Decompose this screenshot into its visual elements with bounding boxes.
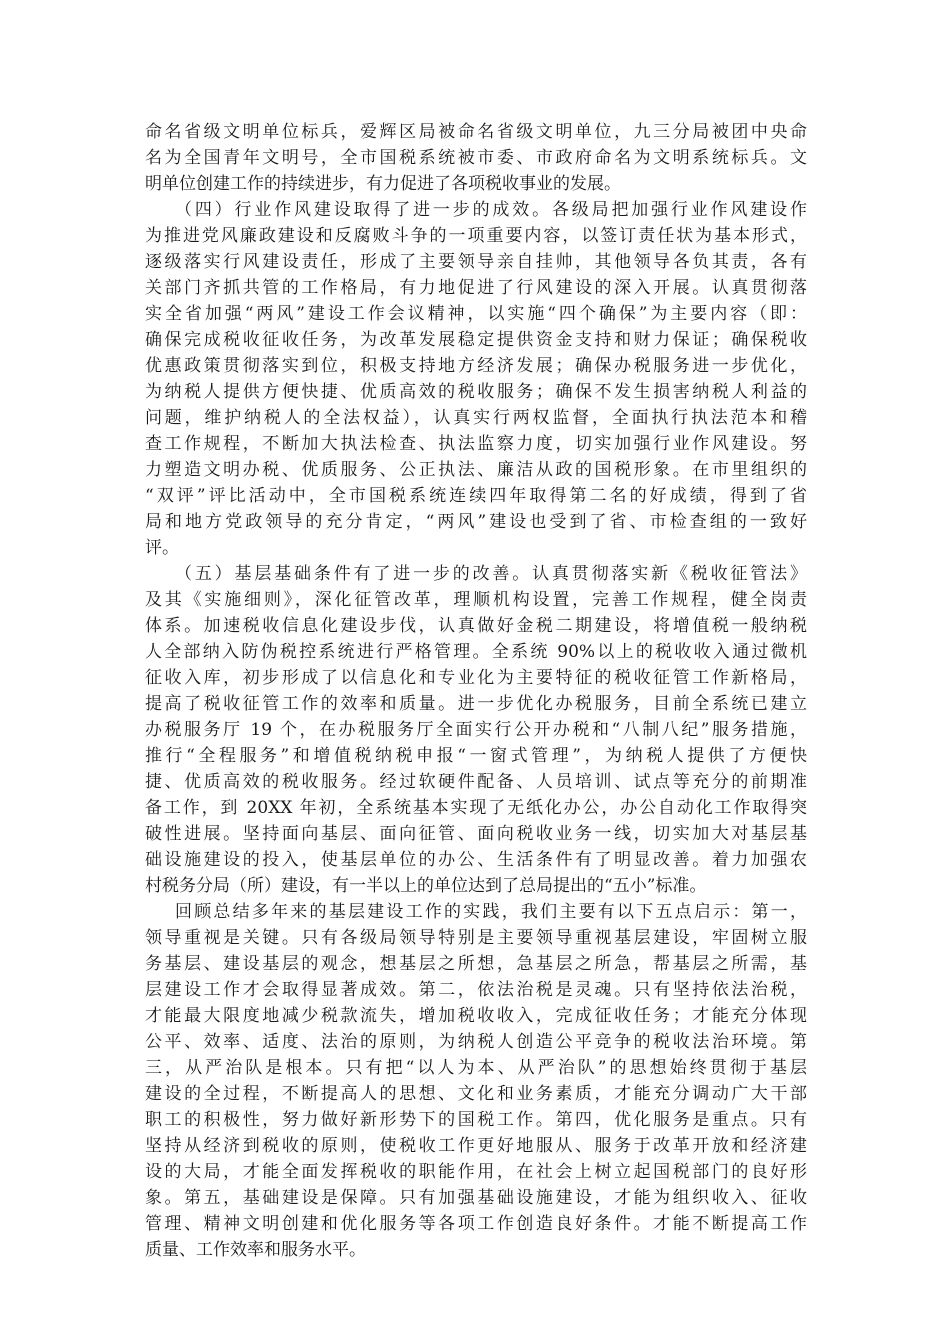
text-line: 办税服务厅 19 个，在办税服务厅全面实行公开办税和“八制八纪”服务措施， bbox=[145, 720, 807, 740]
text-line: 局和地方党政领导的充分肯定，“两风”建设也受到了省、市检查组的一致好 bbox=[145, 512, 807, 532]
text-line: 提高了税收征管工作的效率和质量。进一步优化办税服务，目前全系统已建立 bbox=[145, 694, 807, 714]
text-line: 关部门齐抓共管的工作格局，有力地促进了行风建设的深入开展。认真贯彻落 bbox=[145, 278, 807, 298]
text-line: 征收入库，初步形成了以信息化和专业化为主要特征的税收征管工作新格局， bbox=[145, 668, 807, 688]
text-line: 层建设工作才会取得显著成效。第二，依法治税是灵魂。只有坚持依法治税， bbox=[145, 980, 807, 1000]
text-line: 务基层、建设基层的观念，想基层之所想，急基层之所急，帮基层之所需，基 bbox=[145, 954, 807, 974]
text-line: 确保完成税收征收任务，为改革发展稳定提供资金支持和财力保证；确保税收 bbox=[145, 330, 807, 350]
text-line: 实全省加强“两风”建设工作会议精神，以实施“四个确保”为主要内容（即： bbox=[145, 304, 807, 324]
text-line: 领导重视是关键。只有各级局领导特别是主要领导重视基层建设，牢固树立服 bbox=[145, 928, 807, 948]
text-line: 职工的积极性，努力做好新形势下的国税工作。第四，优化服务是重点。只有 bbox=[145, 1110, 807, 1130]
text-line: 逐级落实行风建设责任，形成了主要领导亲自挂帅，其他领导各负其责，各有 bbox=[145, 252, 807, 272]
text-line: 质量、工作效率和服务水平。 bbox=[145, 1240, 366, 1260]
text-line: 才能最大限度地减少税款流失，增加税收收入，完成征收任务；才能充分体现 bbox=[145, 1006, 807, 1026]
text-line: 力塑造文明办税、优质服务、公正执法、廉洁从政的国税形象。在市里组织的 bbox=[145, 460, 807, 480]
text-line: （五）基层基础条件有了进一步的改善。认真贯彻落实新《税收征管法》 bbox=[175, 564, 807, 584]
text-line: 建设的全过程，不断提高人的思想、文化和业务素质，才能充分调动广大干部 bbox=[145, 1084, 807, 1104]
text-line: 设的大局，才能全面发挥税收的职能作用，在社会上树立起国税部门的良好形 bbox=[145, 1162, 807, 1182]
text-line: 名为全国青年文明号，全市国税系统被市委、市政府命名为文明系统标兵。文 bbox=[145, 148, 807, 168]
text-line: 及其《实施细则》，深化征管改革，理顺机构设置，完善工作规程，健全岗责 bbox=[145, 590, 807, 610]
paragraph bbox=[145, 119, 807, 197]
text-line: 为推进党风廉政建设和反腐败斗争的一项重要内容，以签订责任状为基本形式， bbox=[145, 226, 807, 246]
text-line: 备工作，到 20XX 年初，全系统基本实现了无纸化办公，办公自动化工作取得突 bbox=[145, 798, 807, 818]
text-line: （四）行业作风建设取得了进一步的成效。各级局把加强行业作风建设作 bbox=[175, 200, 807, 220]
text-line: 推行“全程服务”和增值税纳税申报“一窗式管理”，为纳税人提供了方便快 bbox=[145, 746, 807, 766]
text-line: 础设施建设的投入，使基层单位的办公、生活条件有了明显改善。着力加强农 bbox=[145, 850, 807, 870]
text-line: 问题，维护纳税人的全法权益），认真实行两权监督，全面执行执法范本和稽 bbox=[145, 408, 807, 428]
text-line: 优惠政策贯彻落实到位，积极支持地方经济发展；确保办税服务进一步优化， bbox=[145, 356, 807, 376]
text-line: 管理、精神文明创建和优化服务等各项工作创造良好条件。才能不断提高工作 bbox=[145, 1214, 807, 1234]
text-line: 破性进展。坚持面向基层、面向征管、面向税收业务一线，切实加大对基层基 bbox=[145, 824, 807, 844]
text-line: 象。第五，基础建设是保障。只有加强基础设施建设，才能为组织收入、征收 bbox=[145, 1188, 807, 1208]
text-line: 坚持从经济到税收的原则，使税收工作更好地服从、服务于改革开放和经济建 bbox=[145, 1136, 807, 1156]
text-line: 捷、优质高效的税收服务。经过软硬件配备、人员培训、试点等充分的前期准 bbox=[145, 772, 807, 792]
document-body bbox=[145, 119, 807, 1263]
paragraph bbox=[145, 899, 807, 1263]
text-line: 明单位创建工作的持续进步，有力促进了各项税收事业的发展。 bbox=[145, 174, 621, 194]
text-line: 命名省级文明单位标兵，爱辉区局被命名省级文明单位，九三分局被团中央命 bbox=[145, 122, 807, 142]
text-line: 村税务分局（所）建设，有一半以上的单位达到了总局提出的“五小”标准。 bbox=[145, 876, 707, 896]
paragraph bbox=[145, 561, 807, 899]
text-line: 回顾总结多年来的基层建设工作的实践，我们主要有以下五点启示：第一， bbox=[175, 902, 807, 922]
text-line: 三，从严治队是根本。只有把“以人为本、从严治队”的思想始终贯彻于基层 bbox=[145, 1058, 807, 1078]
text-line: 体系。加速税收信息化建设步伐，认真做好金税二期建设，将增值税一般纳税 bbox=[145, 616, 807, 636]
text-line: 查工作规程，不断加大执法检查、执法监察力度，切实加强行业作风建设。努 bbox=[145, 434, 807, 454]
text-line: 人全部纳入防伪税控系统进行严格管理。全系统 90%以上的税收收入通过微机 bbox=[145, 642, 807, 662]
text-line: 为纳税人提供方便快捷、优质高效的税收服务；确保不发生损害纳税人利益的 bbox=[145, 382, 807, 402]
text-line: 评。 bbox=[145, 538, 179, 558]
text-line: 公平、效率、适度、法治的原则，为纳税人创造公平竞争的税收法治环境。第 bbox=[145, 1032, 807, 1052]
text-line: “双评”评比活动中，全市国税系统连续四年取得第二名的好成绩，得到了省 bbox=[145, 486, 807, 506]
paragraph bbox=[145, 197, 807, 561]
